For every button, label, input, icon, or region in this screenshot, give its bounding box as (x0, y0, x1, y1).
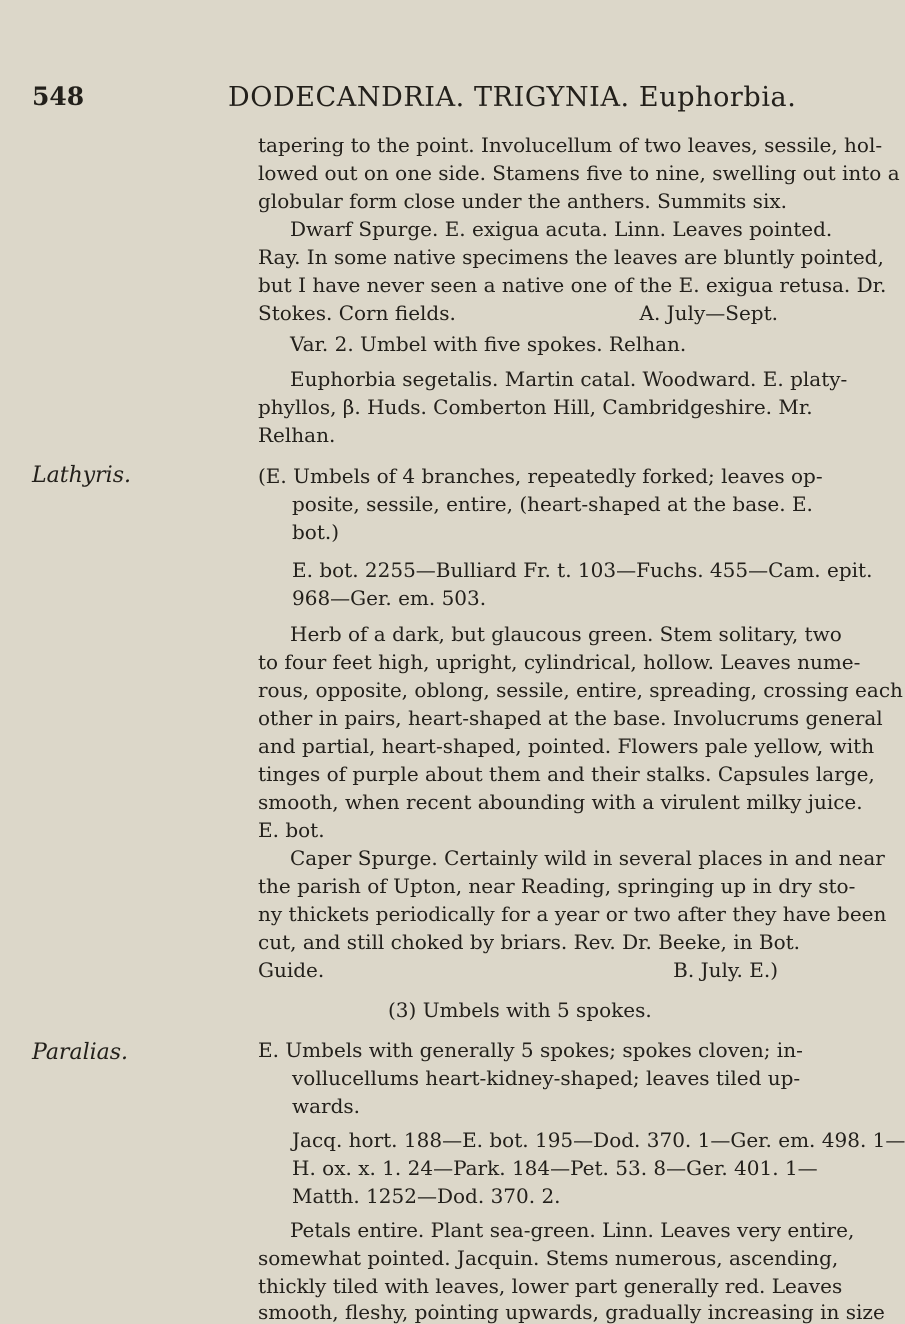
text-line: A. July—Sept. (639, 301, 778, 325)
text-line: Relhan. (258, 423, 336, 447)
text-line: vollucellums heart-kidney-shaped; leaves tiled up- (292, 1066, 801, 1090)
text-line: Jacq. hort. 188—E. bot. 195—Dod. 370. 1—Ger. em. 498. 1— (292, 1128, 905, 1152)
text-line: Guide. (258, 958, 325, 982)
text-line: but I have never seen a native one of the E. exigua retusa. Dr. (258, 273, 887, 297)
text-line: bot.) (292, 520, 340, 544)
text-line: phyllos, β. Huds. Comberton Hill, Cambridgeshire. Mr. (258, 395, 813, 419)
text-line: E. Umbels with generally 5 spokes; spokes cloven; in- (258, 1038, 803, 1062)
text-line: to four feet high, upright, cylindrical, hollow. Leaves nume- (258, 650, 861, 674)
running-title: DODECANDRIA. TRIGYNIA. Euphorbia. (228, 82, 797, 113)
text-line: E. bot. (258, 818, 325, 842)
text-line: Stokes. Corn fields. (258, 301, 456, 325)
text-line: posite, sessile, entire, (heart-shaped at the base. E. (292, 492, 813, 516)
text-line: wards. (292, 1094, 361, 1118)
text-line: Dwarf Spurge. E. exigua acuta. Linn. Leaves pointed. (290, 217, 833, 241)
text-line: Matth. 1252—Dod. 370. 2. (292, 1184, 561, 1208)
text-line: Herb of a dark, but glaucous green. Stem solitary, two (290, 622, 842, 646)
text-line: other in pairs, heart-shaped at the base. Involucrums general (258, 706, 883, 730)
page-number: 548 (32, 82, 85, 111)
text-line: smooth, fleshy, pointing upwards, gradually increasing in size (258, 1300, 885, 1324)
text-line: somewhat pointed. Jacquin. Stems numerous, ascending, (258, 1246, 839, 1270)
text-line: tapering to the point. Involucellum of two leaves, sessile, hol- (258, 133, 883, 157)
text-line: ny thickets periodically for a year or two after they have been (258, 902, 887, 926)
text-line: H. ox. x. 1. 24—Park. 184—Pet. 53. 8—Ger. 401. 1— (292, 1156, 818, 1180)
text-line: globular form close under the anthers. Summits six. (258, 189, 787, 213)
text-line: Var. 2. Umbel with five spokes. Relhan. (290, 332, 687, 356)
text-line: Euphorbia segetalis. Martin catal. Woodward. E. platy- (290, 367, 848, 391)
text-line: B. July. E.) (673, 958, 778, 982)
text-line: (E. Umbels of 4 branches, repeatedly forked; leaves op- (258, 464, 823, 488)
text-line: Caper Spurge. Certainly wild in several places in and near (290, 846, 885, 870)
text-line: the parish of Upton, near Reading, springing up in dry sto- (258, 874, 856, 898)
text-line: 968—Ger. em. 503. (292, 586, 487, 610)
text-line: lowed out on one side. Stamens five to nine, swelling out into a (258, 161, 900, 185)
margin-label-paralias: Paralias. (32, 1040, 129, 1065)
text-line: E. bot. 2255—Bulliard Fr. t. 103—Fuchs. 455—Cam. epit. (292, 558, 873, 582)
text-line: and partial, heart-shaped, pointed. Flowers pale yellow, with (258, 734, 875, 758)
text-line: thickly tiled with leaves, lower part generally red. Leaves (258, 1274, 843, 1298)
text-line: rous, opposite, oblong, sessile, entire, spreading, crossing each (258, 678, 903, 702)
section-heading: (3) Umbels with 5 spokes. (388, 998, 652, 1022)
text-line: cut, and still choked by briars. Rev. Dr. Beeke, in Bot. (258, 930, 801, 954)
text-line: Ray. In some native specimens the leaves are bluntly pointed, (258, 245, 884, 269)
text-line: Petals entire. Plant sea-green. Linn. Leaves very entire, (290, 1218, 855, 1242)
text-line: tinges of purple about them and their stalks. Capsules large, (258, 762, 875, 786)
margin-label-lathyris: Lathyris. (32, 463, 131, 488)
text-line: smooth, when recent abounding with a virulent milky juice. (258, 790, 863, 814)
